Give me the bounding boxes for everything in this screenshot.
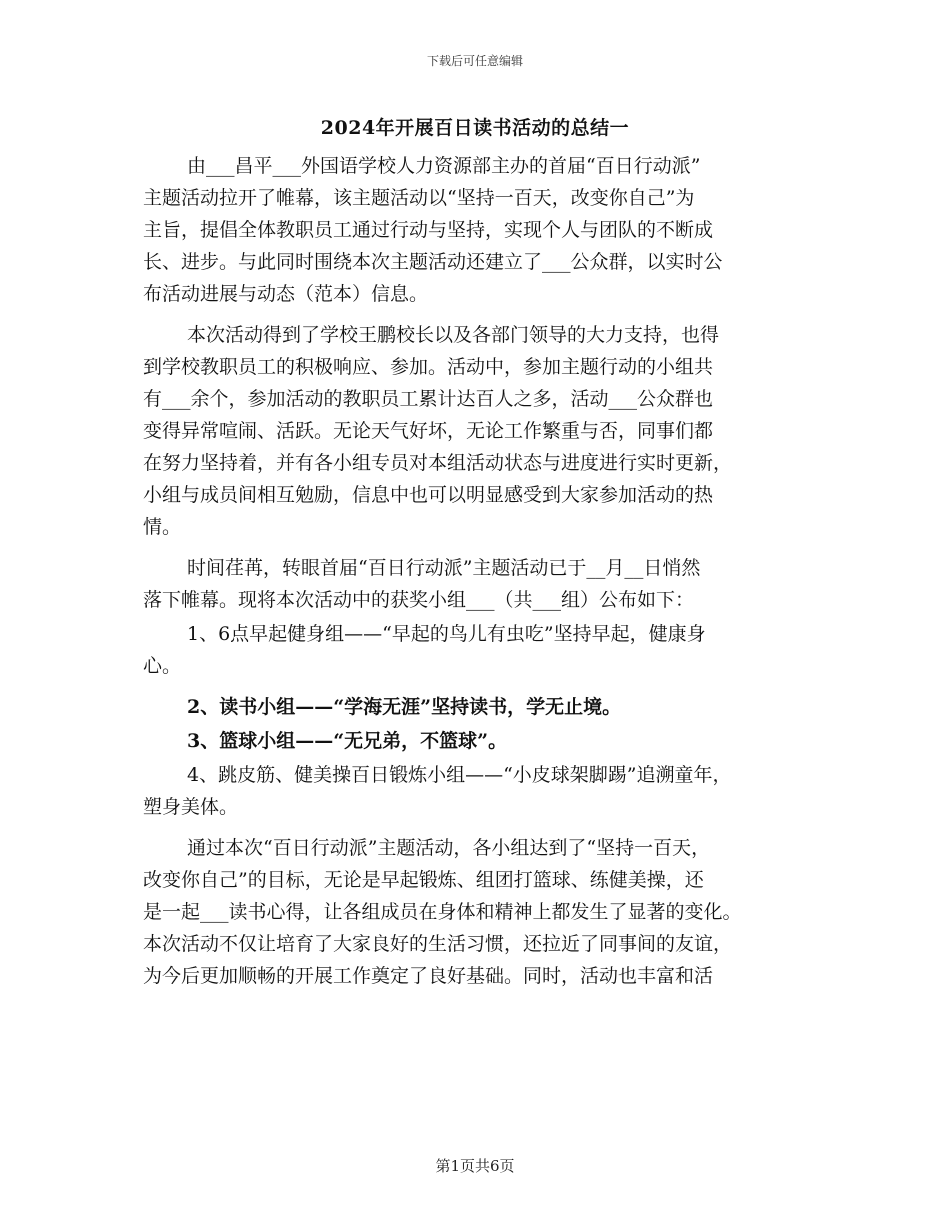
paragraph-4-line-3: 是一起___读书心得，让各组成员在身体和精神上都发生了显著的变化。	[143, 901, 742, 923]
paragraph-2-line-5: 在努力坚持着，并有各小组专员对本组活动状态与进度进行实时更新，	[143, 452, 733, 474]
document-body	[143, 150, 815, 992]
paragraph-3-line-2: 落下帷幕。现将本次活动中的获奖小组___（共___组）公布如下：	[143, 589, 695, 611]
paragraph-1-line-1: 由___昌平___外国语学校人力资源部主办的首届“百日行动派”	[187, 155, 701, 177]
award-item-3: 3、篮球小组——“无兄弟，不篮球”。	[187, 730, 508, 752]
paragraph-2-line-7: 情。	[143, 516, 182, 538]
paragraph-4-line-2: 改变你自己”的目标，无论是早起锻炼、组团打篮球、练健美操，还	[143, 869, 704, 891]
page-header-note: 下载后可任意编辑	[426, 54, 523, 68]
page-number-footer: 第1页共6页	[435, 1157, 515, 1175]
paragraph-1-line-3: 主旨，提倡全体教职员工通过行动与坚持，实现个人与团队的不断成	[143, 219, 714, 241]
award-item-4-line-2: 塑身美体。	[143, 796, 239, 818]
paragraph-1-line-4: 长、进步。与此同时围绕本次主题活动还建立了___公众群，以实时公	[143, 251, 723, 273]
paragraph-4-line-4: 本次活动不仅让培育了大家良好的生活习惯，还拉近了同事间的友谊，	[143, 933, 733, 955]
paragraph-1-line-5: 布活动进展与动态（范本）信息。	[143, 283, 429, 305]
paragraph-1-line-2: 主题活动拉开了帷幕，该主题活动以“坚持一百天，改变你自己”为	[143, 187, 695, 209]
paragraph-3-line-1: 时间荏苒，转眼首届“百日行动派”主题活动已于__月__日悄然	[187, 557, 701, 579]
paragraph-2-line-6: 小组与成员间相互勉励，信息中也可以明显感受到大家参加活动的热	[143, 484, 714, 506]
award-item-1-line-1: 1、6点早起健身组——“早起的鸟儿有虫吃”坚持早起，健康身	[187, 623, 706, 645]
paragraph-2-line-4: 变得异常喧闹、活跃。无论天气好坏，无论工作繁重与否，同事们都	[143, 420, 714, 442]
award-item-4-line-1: 4、跳皮筋、健美操百日锻炼小组——“小皮球架脚踢”追溯童年，	[187, 764, 732, 786]
document-title: 2024年开展百日读书活动的总结一	[320, 117, 630, 139]
paragraph-4-line-5: 为今后更加顺畅的开展工作奠定了良好基础。同时，活动也丰富和活	[143, 965, 714, 987]
award-item-2: 2、读书小组——“学海无涯”坚持读书，学无止境。	[187, 696, 622, 718]
paragraph-2-line-3: 有___余个，参加活动的教职员工累计达百人之多，活动___公众群也	[143, 388, 714, 410]
paragraph-4-line-1: 通过本次“百日行动派”主题活动，各小组达到了“坚持一百天，	[187, 837, 711, 859]
paragraph-2-line-2: 到学校教职员工的积极响应、参加。活动中，参加主题行动的小组共	[143, 356, 714, 378]
paragraph-2-line-1: 本次活动得到了学校王鹏校长以及各部门领导的大力支持，也得	[187, 324, 720, 346]
award-item-1-line-2: 心。	[143, 655, 182, 677]
